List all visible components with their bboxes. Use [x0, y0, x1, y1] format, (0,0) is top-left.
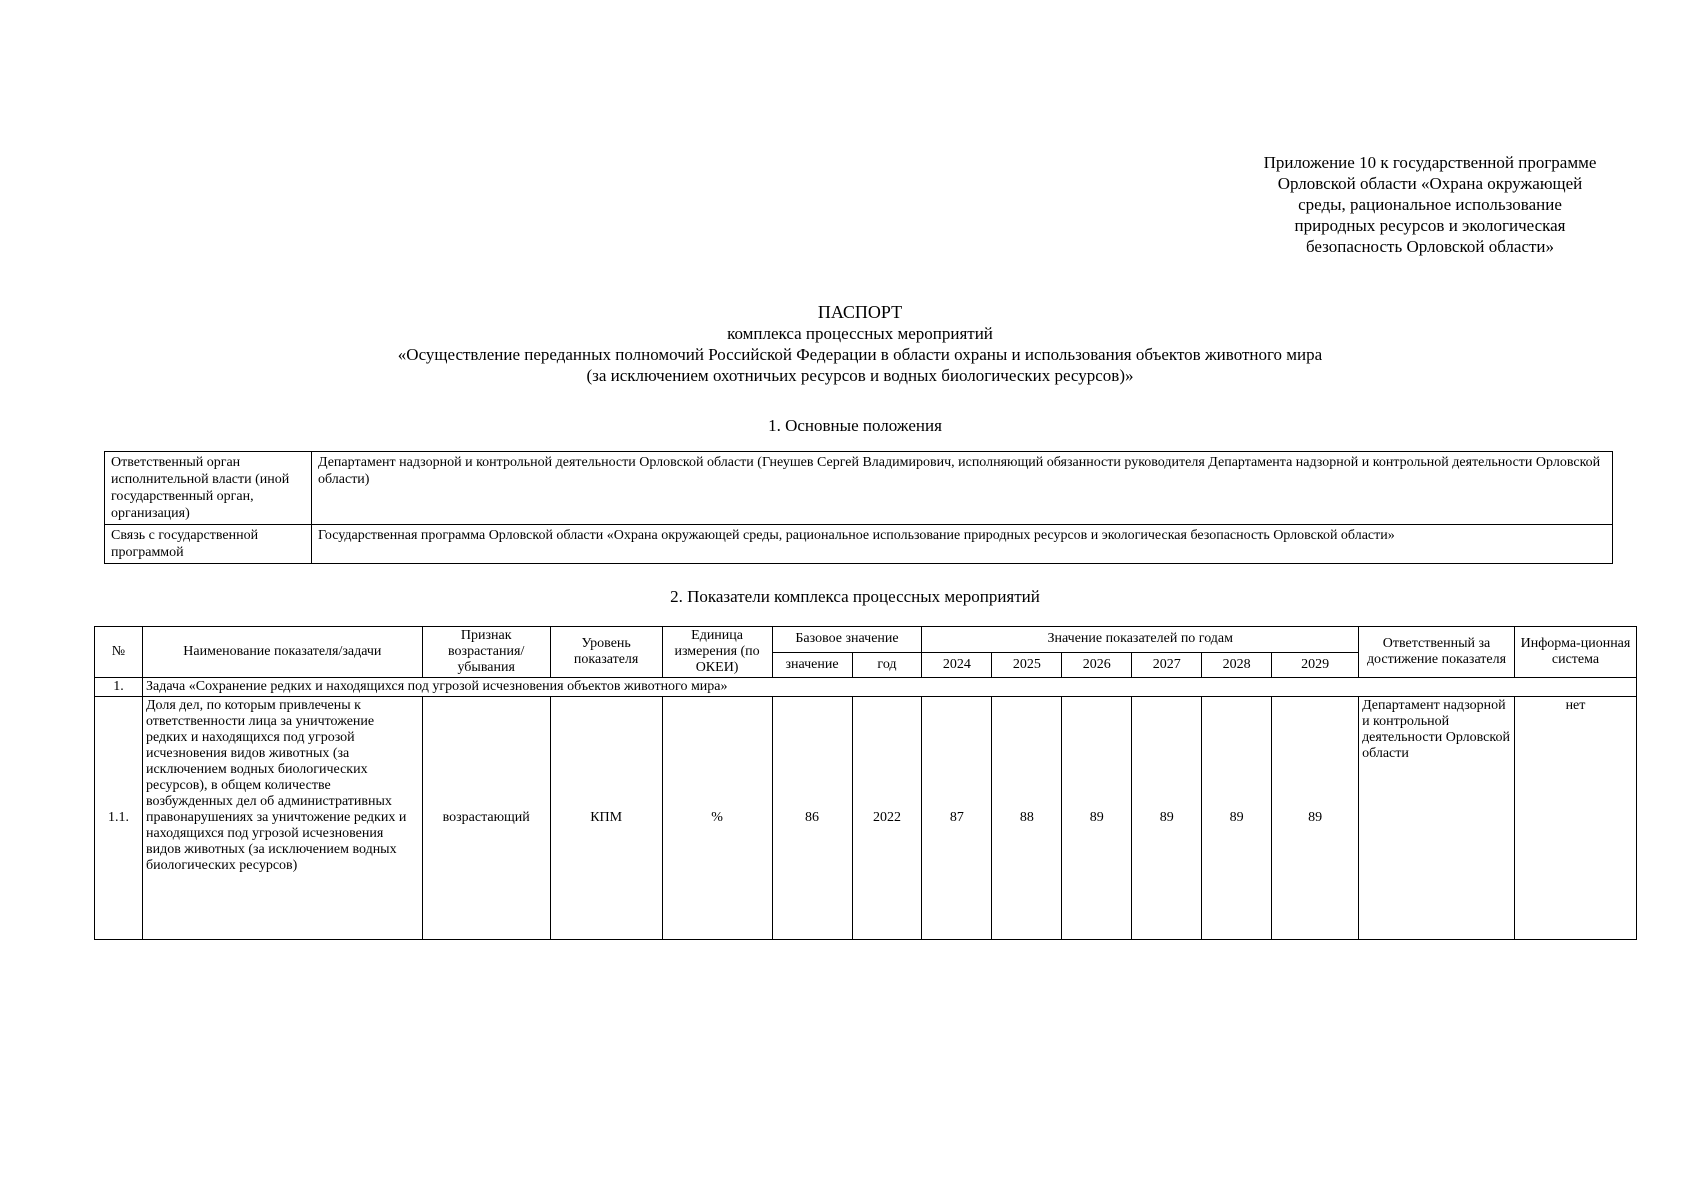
- col-unit: Единица измерения (по ОКЕИ): [662, 627, 772, 678]
- indicator-unit: %: [662, 697, 772, 940]
- col-year: 2029: [1272, 652, 1359, 678]
- col-name: Наименование показателя/задачи: [142, 627, 422, 678]
- table-row: [105, 452, 1613, 525]
- responsible: Департамент надзорной и контрольной деятельности Орловской области: [1359, 697, 1515, 940]
- table-row: [95, 697, 1637, 940]
- year-value: 88: [992, 697, 1062, 940]
- col-trend: Признак возрастания/ убывания: [422, 627, 550, 678]
- base-year: 2022: [852, 697, 922, 940]
- col-base: Базовое значение: [772, 627, 922, 653]
- col-num: №: [95, 627, 143, 678]
- section1-heading: 1. Основные положения: [768, 416, 942, 435]
- year-value: 89: [1062, 697, 1132, 940]
- col-info-system: Информа-ционная система: [1514, 627, 1636, 678]
- annex-line: природных ресурсов и экологическая: [1294, 216, 1566, 235]
- year-value: 89: [1202, 697, 1272, 940]
- col-year: 2026: [1062, 652, 1132, 678]
- task-num: 1.: [95, 678, 143, 697]
- row-num: 1.1.: [95, 697, 143, 940]
- col-base-value: значение: [772, 652, 852, 678]
- passport-title: ПАСПОРТ: [817, 302, 903, 322]
- col-year: 2024: [922, 652, 992, 678]
- passport-subtitle: комплекса процессных мероприятий: [727, 324, 993, 343]
- year-value: 87: [922, 697, 992, 940]
- col-year: 2025: [992, 652, 1062, 678]
- col-base-year: год: [852, 652, 922, 678]
- info-system: нет: [1514, 697, 1636, 940]
- indicator-level: КПМ: [550, 697, 662, 940]
- header-row: [95, 627, 1637, 653]
- col-years-group: Значение показателей по годам: [922, 627, 1359, 653]
- task-row: [95, 678, 1637, 697]
- passport-name-line2: (за исключением охотничьих ресурсов и водных биологических ресурсов)»: [586, 366, 1134, 385]
- row-label: Ответственный орган исполнительной власти (иной государственный орган, организация): [105, 452, 312, 525]
- base-value: 86: [772, 697, 852, 940]
- annex-note: [1230, 152, 1630, 257]
- passport-title-block: [300, 302, 1420, 386]
- basic-provisions-table: [104, 451, 1613, 564]
- year-value: 89: [1272, 697, 1359, 940]
- table-row: [105, 525, 1613, 564]
- annex-line: безопасность Орловской области»: [1305, 237, 1555, 256]
- col-level: Уровень показателя: [550, 627, 662, 678]
- annex-line: среды, рациональное использование: [1298, 195, 1562, 214]
- task-text: Задача «Сохранение редких и находящихся под угрозой исчезновения объектов животного мира»: [142, 678, 1636, 697]
- year-value: 89: [1132, 697, 1202, 940]
- row-value: Государственная программа Орловской области «Охрана окружающей среды, рациональное использование природных ресурсов и экологическая безопасность Орловской области»: [312, 525, 1613, 564]
- col-responsible: Ответственный за достижение показателя: [1359, 627, 1515, 678]
- col-year: 2028: [1202, 652, 1272, 678]
- col-year: 2027: [1132, 652, 1202, 678]
- indicator-name: Доля дел, по которым привлечены к ответственности лица за уничтожение редких и находящихся под угрозой исчезновения видов животных (за исключением водных биологических ресурсов), в общем количестве возбужденных дел об административных правонарушениях за уничтожение редких и находящихся под угрозой исчезновения видов животных (за исключением водных биологических ресурсов): [142, 697, 422, 940]
- row-value: Департамент надзорной и контрольной деятельности Орловской области (Гнеушев Сергей Владимирович, исполняющий обязанности руководителя Департамента надзорной и контрольной деятельности Орловской области): [312, 452, 1613, 525]
- section2-heading: 2. Показатели комплекса процессных мероприятий: [670, 587, 1040, 606]
- indicators-table: [94, 626, 1637, 940]
- indicator-trend: возрастающий: [422, 697, 550, 940]
- annex-line: Приложение 10 к государственной программе: [1263, 153, 1597, 172]
- annex-line: Орловской области «Охрана окружающей: [1277, 174, 1583, 193]
- passport-name-line1: «Осуществление переданных полномочий Российской Федерации в области охраны и использования объектов животного мира: [397, 345, 1323, 364]
- row-label: Связь с государственной программой: [105, 525, 312, 564]
